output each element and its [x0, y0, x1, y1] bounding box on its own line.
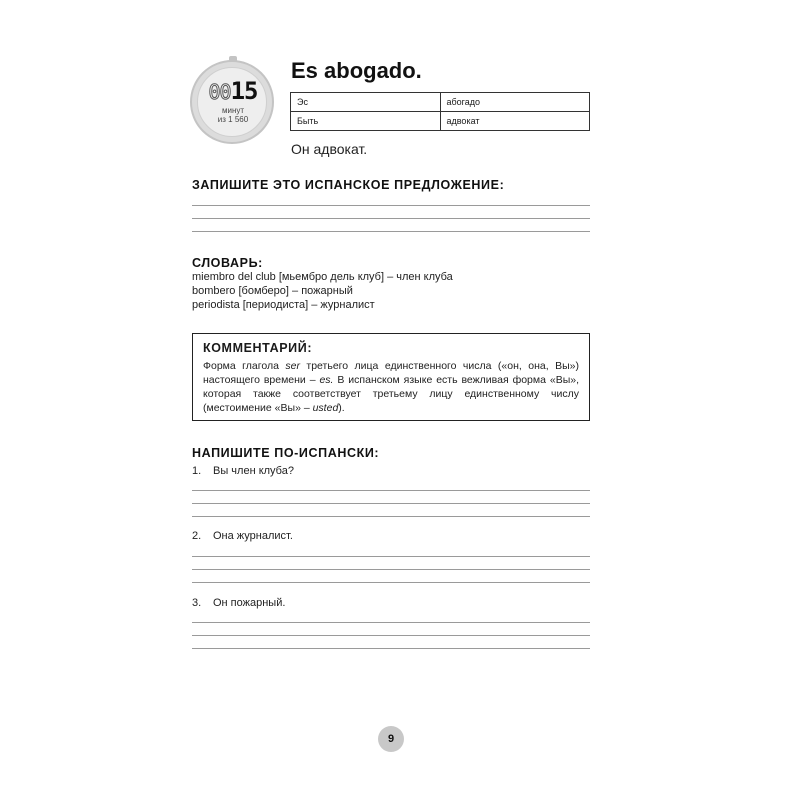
timer-face [197, 67, 267, 137]
comment-heading: КОММЕНТАРИЙ: [203, 341, 313, 355]
comment-text-part: третьего лица единственного числа («он, она, Вы») настоящего времени – [203, 360, 579, 386]
vocabulary-heading: СЛОВАРЬ: [192, 256, 263, 270]
comment-text-part: В испанском языке есть вежливая форма «Вы», которая также соответствует третьему лицу единственному числу (местоимение «Вы» – [203, 374, 579, 414]
vocabulary-item: miembro del club [мьембро дель клуб] – член клуба [192, 271, 453, 283]
vocabulary-item: bombero [бомберо] – пожарный [192, 285, 353, 297]
answer-line[interactable] [192, 582, 590, 583]
comment-term-es: es. [319, 374, 334, 386]
gloss-cell-pronunciation: абогадо [440, 93, 590, 112]
answer-line[interactable] [192, 648, 590, 649]
exercise-item [192, 597, 285, 609]
gloss-row [291, 112, 590, 131]
timer-digits-bold: 15 [230, 77, 258, 105]
exercise-number: 2. [192, 530, 202, 542]
exercise-number: 3. [192, 597, 202, 609]
gloss-table [290, 92, 590, 131]
write-sentence-heading: ЗАПИШИТЕ ЭТО ИСПАНСКОЕ ПРЕДЛОЖЕНИЕ: [192, 178, 505, 192]
comment-text [203, 359, 579, 415]
answer-line[interactable] [192, 503, 590, 504]
timer-badge [190, 60, 274, 144]
exercise-prompt: Вы член клуба? [213, 465, 294, 477]
writing-line[interactable] [192, 205, 590, 206]
timer-digits-dim: 00 [208, 80, 231, 104]
writing-line[interactable] [192, 218, 590, 219]
comment-term-ser: ser [285, 360, 300, 372]
comment-box [192, 333, 590, 421]
answer-line[interactable] [192, 556, 590, 557]
timer-digits [198, 77, 268, 105]
exercise-prompt: Он пожарный. [213, 597, 286, 609]
comment-text-part: ). [338, 402, 345, 414]
exercise-number: 1. [192, 465, 202, 477]
exercise-prompt: Она журналист. [213, 530, 293, 542]
gloss-cell-meaning: Быть [291, 112, 441, 131]
phrase-translation: Он адвокат. [291, 141, 368, 157]
exercise-item [192, 530, 293, 542]
timer-knob [229, 56, 237, 61]
gloss-cell-pronunciation: Эс [291, 93, 441, 112]
exercise-item [192, 465, 294, 477]
translate-task-heading: НАПИШИТЕ ПО-ИСПАНСКИ: [192, 446, 380, 460]
comment-text-part: Форма глагола [203, 360, 286, 372]
writing-line[interactable] [192, 231, 590, 232]
gloss-row [291, 93, 590, 112]
vocabulary-item: periodista [периодиста] – журналист [192, 299, 375, 311]
timer-label-total: из 1 560 [217, 115, 249, 124]
answer-line[interactable] [192, 635, 590, 636]
timer-label-minutes: минут [221, 106, 245, 115]
answer-line[interactable] [192, 622, 590, 623]
answer-line[interactable] [192, 490, 590, 491]
page-number: 9 [378, 726, 404, 752]
phrase-title: Es abogado. [291, 58, 422, 83]
comment-term-usted: usted [312, 402, 339, 414]
answer-line[interactable] [192, 569, 590, 570]
answer-line[interactable] [192, 516, 590, 517]
gloss-cell-meaning: адвокат [440, 112, 590, 131]
